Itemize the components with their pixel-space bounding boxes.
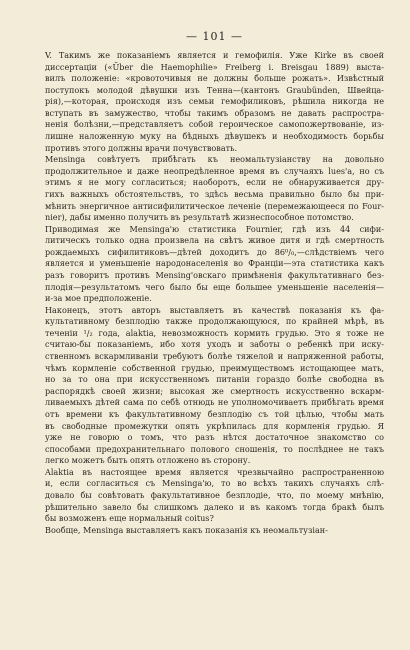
paragraph xyxy=(45,154,384,223)
text-line: ственномъ вскармливаніи требуютъ болѣе тяжелой и напряженной работы, xyxy=(45,351,384,362)
text-line: ненія болѣзни,—представляетъ собой героическое самопожертвованіе, из- xyxy=(45,119,384,130)
text-line: Вообще, Mensinga выставляетъ какъ показанія къ неомальтузіан- xyxy=(45,524,328,535)
text-line: ливаемыхъ дѣтей сама по себѣ отнюдь не уполномочиваетъ прибѣгать время xyxy=(45,397,384,408)
text-line: Mensinga совѣтуетъ прибѣгать къ неомальтузіанству на довольно xyxy=(45,154,384,165)
text-line: V. Такимъ же показаніемъ является и гемофилія. Уже Kirke въ своей xyxy=(45,50,384,60)
text-line: вилъ положеніе: «кровоточивыя не должны больше рожать». Извѣстный xyxy=(45,73,384,84)
paragraph xyxy=(45,224,384,305)
text-line: рія),—которая, происходя изъ семьи гемофиликовъ, рѣшила никогда не xyxy=(45,96,384,107)
paragraph xyxy=(45,525,384,537)
text-line: разъ говоритъ противъ Mensing'овскаго примѣненія факультативнаго без- xyxy=(45,269,384,280)
text-line: литическъ только одна произвела на свѣтъ живое дитя и гдѣ смертность xyxy=(45,235,384,246)
text-line: мѣнить энергичное антисифилитическое леченіе (перемежающееся по Four- xyxy=(45,200,384,211)
paragraph xyxy=(45,50,384,154)
text-line: этимъ я не могу согласиться; наоборотъ, если не обнаруживается дру- xyxy=(45,177,384,188)
text-line: и, если согласиться съ Mensinga'ю, то во всѣхъ такихъ случаяхъ слѣ- xyxy=(45,478,384,489)
text-line: nier), дабы именно получить въ результатѣ жизнеспособное потомство. xyxy=(45,212,354,223)
text-line: культативному безплодію также продолжающуюся, по крайней мѣрѣ, въ xyxy=(45,316,384,327)
page-number: — 101 — xyxy=(186,30,243,43)
text-line: но за то она при искусственномъ питаніи гораздо болѣе свободна въ xyxy=(45,374,384,385)
text-line: рождаемыхъ сифилитиковъ—дѣтей доходитъ до 86⁰/₀,—слѣдствіемъ чего xyxy=(45,246,384,257)
text-line: распорядкѣ своей жизни; высокая же смертность искусственно вскарм- xyxy=(45,385,384,396)
text-line: теченіи ¹/₂ года, alaktia, невозможность кормить грудью. Это я тоже не xyxy=(45,327,384,338)
paragraph xyxy=(45,467,384,525)
text-line: и-за мое предположеніе. xyxy=(45,293,152,304)
text-line: считаю-бы показаніемъ, ибо хотя уходъ и заботы о ребенкѣ при иску- xyxy=(45,339,384,350)
body-text xyxy=(45,50,384,536)
text-line: бы возможенъ еще нормальный coitus? xyxy=(45,513,214,524)
text-line: плодія—результатомъ чего было бы еще большее уменьшеніе населенія— xyxy=(45,281,384,292)
text-line: продолжительное и даже неопредѣленное время въ случаяхъ lues'а, но съ xyxy=(45,165,384,176)
text-line: въ свободные промежутки опять укрѣпилась для кормленія грудью. Я xyxy=(45,420,384,431)
text-line: диссертаціи («Über die Haemophilie» Freiberg i. Breisgau 1889) выста- xyxy=(45,61,384,72)
text-line: поступокъ молодой дѣвушки изъ Тенна—(кантонъ Graubünden, Швейца- xyxy=(45,84,384,95)
text-line: гихъ важныхъ обстоятельствъ, то здѣсь весьма правильно было бы при- xyxy=(45,188,384,199)
text-line: Alaktia въ настоящее время является чрезвычайно распространенною xyxy=(45,466,384,477)
text-line: противъ этого должны врачи почувствовать. xyxy=(45,142,238,153)
text-line: довало бы совѣтовать факультативное безплодіе, что, по моему мнѣнію, xyxy=(45,489,384,500)
text-line: Приводимая же Mensinga'ю статистика Fournier, гдѣ изъ 44 сифи- xyxy=(45,223,384,234)
paragraph xyxy=(45,305,384,467)
text-line: чѣмъ кормленіе собственной грудью, преимуществомъ истощающее мать, xyxy=(45,362,384,373)
text-line: способами предохранительнаго полового сношенія, то послѣднее не такъ xyxy=(45,443,384,454)
text-line: рѣшительно завело бы слишкомъ далеко и въ какомъ тогда бракѣ былъ xyxy=(45,501,384,512)
text-line: лишне наложенную муку на бѣдныхъ дѣвушекъ и необходимость борьбы xyxy=(45,131,384,142)
text-line: отъ времени къ факультативному безплодію съ той цѣлью, чтобы мать xyxy=(45,408,384,419)
text-line: вступать въ замужество, чтобы такимъ образомъ не давать распростра- xyxy=(45,107,384,118)
text-line: Наконецъ, этотъ авторъ выставляетъ въ качествѣ показанія къ фа- xyxy=(45,304,384,315)
text-line: легко можетъ быть опять отложено въ сторону. xyxy=(45,455,251,466)
text-line: является и уменьшеніе народонаселенія во Франціи—эта статистика какъ xyxy=(45,258,384,269)
text-line: уже не говорю о томъ, что разъ нѣтся достаточное знакомство со xyxy=(45,432,384,443)
